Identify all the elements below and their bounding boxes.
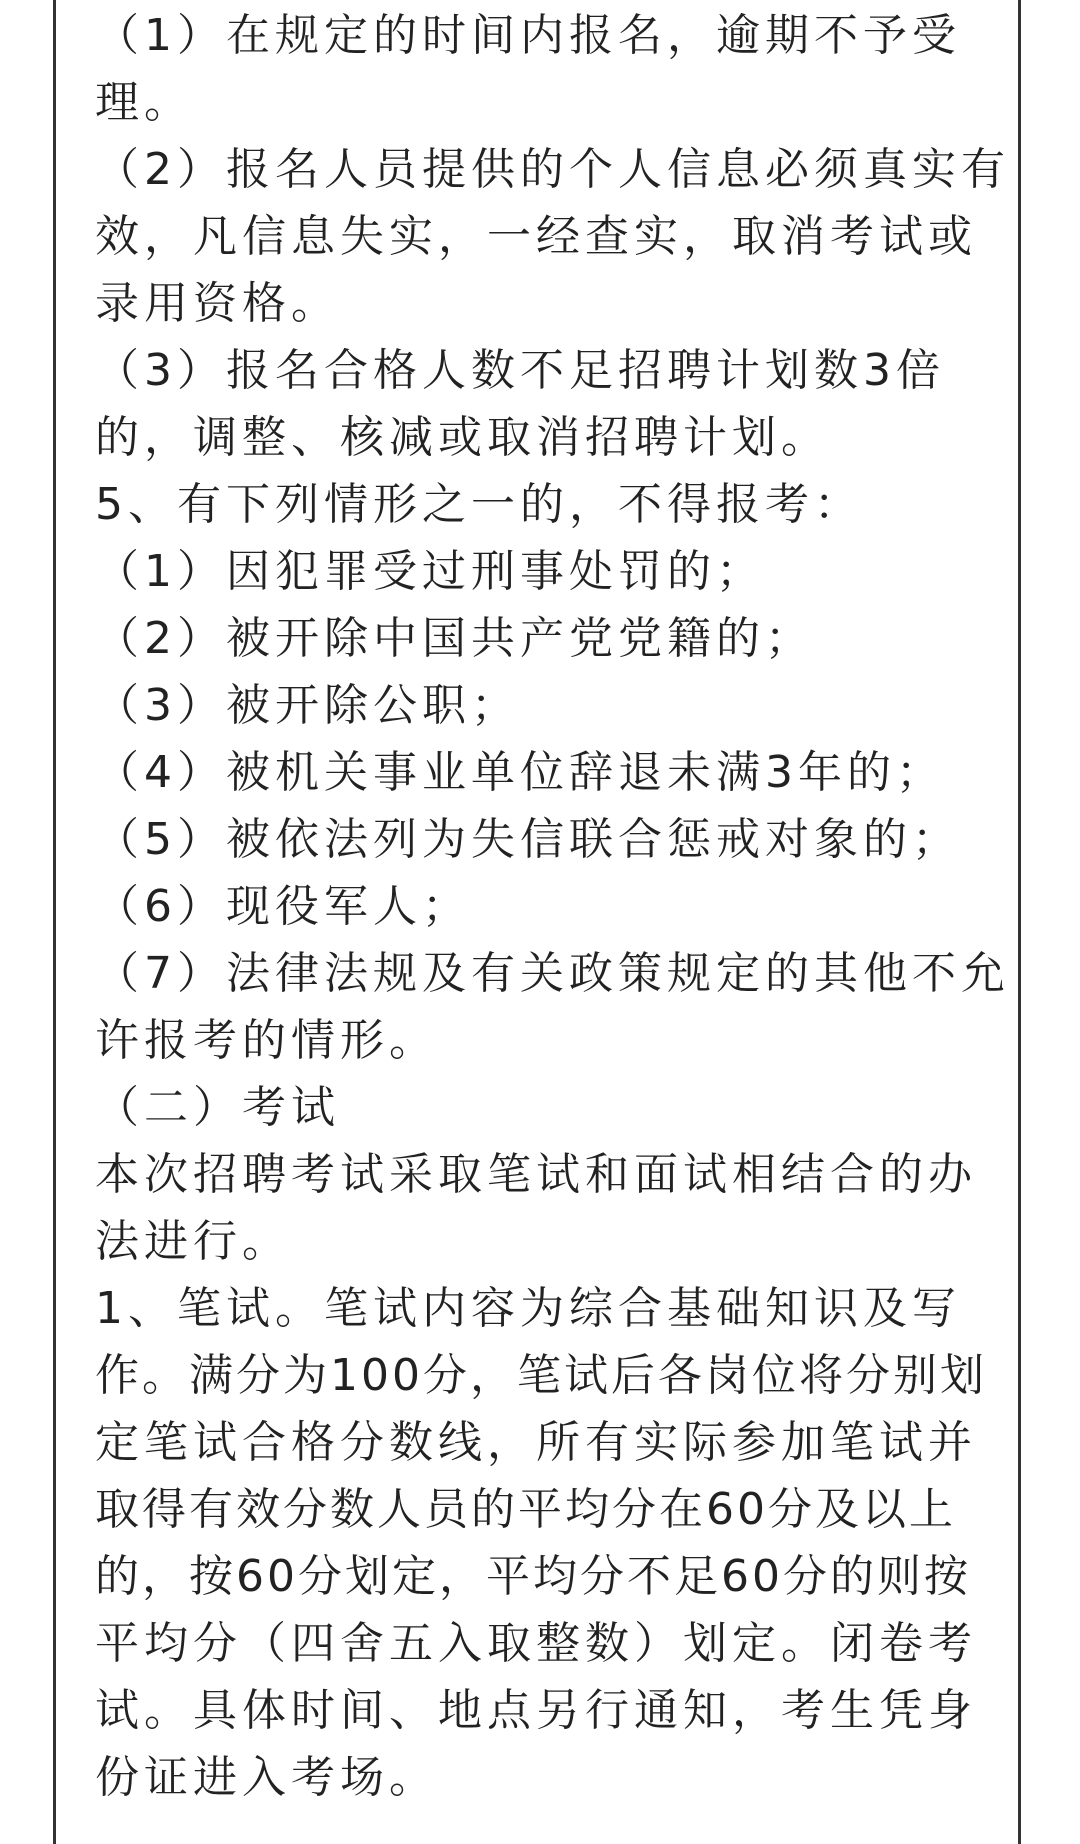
- text-line: 的，按60分划定，平均分不足60分的则按: [95, 1551, 971, 1602]
- text-line: （1）在规定的时间内报名，逾期不予受: [95, 10, 961, 61]
- text-line: （2）报名人员提供的个人信息必须真实有: [95, 144, 1010, 195]
- text-line: （5）被依法列为失信联合惩戒对象的；: [95, 814, 961, 865]
- text-line: 的，调整、核减或取消招聘计划。: [95, 412, 830, 463]
- text-line: 本次招聘考试采取笔试和面试相结合的办: [95, 1149, 977, 1200]
- text-line: 作。满分为100分，笔试后各岗位将分别划: [95, 1350, 987, 1401]
- text-line: 效，凡信息失实，一经查实，取消考试或: [95, 211, 977, 262]
- text-line: 录用资格。: [95, 278, 340, 329]
- text-line: 试。具体时间、地点另行通知，考生凭身: [95, 1685, 977, 1736]
- text-line: （4）被机关事业单位辞退未满3年的；: [95, 747, 945, 798]
- text-line: 1、笔试。笔试内容为综合基础知识及写: [95, 1283, 961, 1334]
- text-line: 取得有效分数人员的平均分在60分及以上: [95, 1484, 956, 1535]
- section-heading: （二）考试: [95, 1082, 340, 1133]
- text-line: 理。: [95, 77, 193, 128]
- text-line: 许报考的情形。: [95, 1015, 438, 1066]
- text-line: （7）法律法规及有关政策规定的其他不允: [95, 948, 1010, 999]
- text-line: 5、有下列情形之一的，不得报考：: [95, 479, 863, 530]
- text-line: （6）现役军人；: [95, 881, 471, 932]
- text-line: 份证进入考场。: [95, 1752, 438, 1803]
- text-line: 定笔试合格分数线，所有实际参加笔试并: [95, 1417, 977, 1468]
- text-line: 法进行。: [95, 1216, 291, 1267]
- text-line: （1）因犯罪受过刑事处罚的；: [95, 546, 765, 597]
- text-line: （3）报名合格人数不足招聘计划数3倍: [95, 345, 945, 396]
- document-body: [95, 2, 1010, 1811]
- text-line: （2）被开除中国共产党党籍的；: [95, 613, 814, 664]
- text-line: 平均分（四舍五入取整数）划定。闭卷考: [95, 1618, 977, 1669]
- text-line: （3）被开除公职；: [95, 680, 520, 731]
